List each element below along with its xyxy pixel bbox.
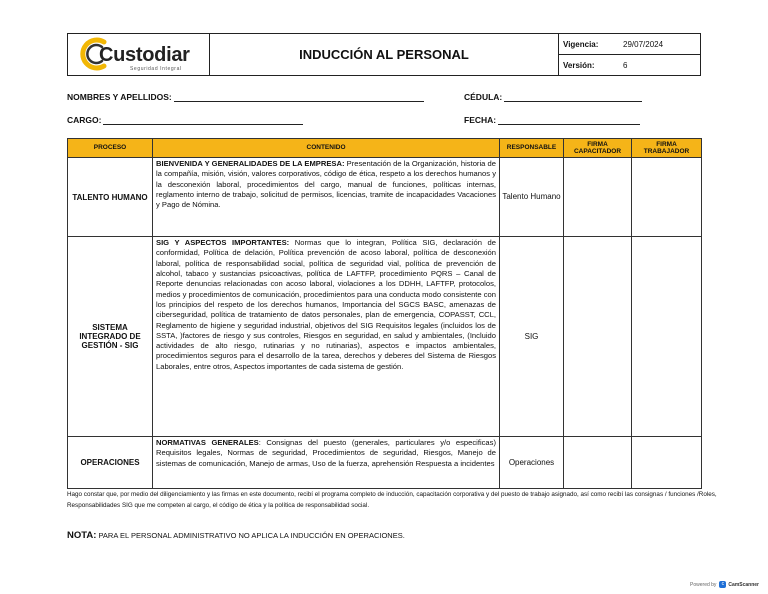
- vigencia-value: 29/07/2024: [623, 39, 664, 49]
- table-row: [68, 437, 702, 489]
- proceso-cell: OPERACIONES: [68, 437, 153, 489]
- cargo-label: CARGO:: [67, 115, 102, 125]
- firma-trabajador-cell[interactable]: [632, 158, 702, 237]
- firma-capacitador-cell[interactable]: [564, 158, 632, 237]
- col-proceso: PROCESO: [68, 139, 153, 158]
- contenido-body: Normas que lo integran, Política SIG, declaración de conformidad, Política de delación, Política prevención de acoso laboral, política de desconexión laboral, política de responsabilidad social, política de seguridad vial, política de prevención de alcohol, tabaco y sustancias psicoactivas, política de LAFTFP, procedimiento PQRS – Canal de Reporte denuncias relacionadas con acoso laboral, violaciones a los DDHH, LAFTFP, protocolos, medios y procedimientos de comunicación, procedimientos para una conducta modo consistente con los principios del respeto de los derechos humanos, Importancia del SGCS BASC, amenazas de ciberseguridad, política de tratamiento de datos personales, plan de emergencia, COPASST, CCL, Reglamento de higiene y seguridad industrial, objetivos del SIG Requisitos legales (incluidos los de SSTA, )factores de riesgo y sus controles, Riesgos en seguridad, en salud y ambientales, (Incluido actividades de alto riesgo, rutinarias y no rutinarias), aspectos e impactos ambientales, procedimientos seguros para el desarrollo de la tarea, derechos y deberes del Sistema de Riesgos Laborales, entre otros, Aspectos importantes de cada sistema de gestión.: [156, 238, 496, 371]
- nombres-field: [67, 92, 424, 102]
- vigencia-row: [559, 34, 700, 55]
- contenido-body: : Consignas del puesto (generales, particulares y/o especificas) Requisitos legales, Normas de seguridad, Procedimientos de seguridad, Riesgos, Manejo de sistemas de comunicación, Manejo de armas, Uso de la fuerza, aprehensión Respuesta a incidentes: [156, 438, 496, 468]
- document-meta: [559, 34, 700, 75]
- firma-trabajador-cell[interactable]: [632, 237, 702, 437]
- document-title: INDUCCIÓN AL PERSONAL: [210, 34, 559, 75]
- fecha-label: FECHA:: [464, 115, 497, 125]
- firma-trabajador-cell[interactable]: [632, 437, 702, 489]
- powered-by-badge: [690, 581, 759, 588]
- contenido-cell: [153, 437, 500, 489]
- version-label: Versión:: [563, 60, 595, 70]
- nota-label: NOTA:: [67, 530, 97, 541]
- logo-wordmark: Custodiar: [99, 44, 190, 66]
- contenido-title: NORMATIVAS GENERALES: [156, 438, 259, 447]
- col-firma-trabajador: FIRMA TRABAJADOR: [632, 139, 702, 158]
- proceso-cell: TALENTO HUMANO: [68, 158, 153, 237]
- responsable-cell: Talento Humano: [500, 158, 564, 237]
- fecha-input-line[interactable]: [498, 116, 640, 125]
- table-row: [68, 237, 702, 437]
- contenido-title: SIG Y ASPECTOS IMPORTANTES:: [156, 238, 290, 247]
- cedula-label: CÉDULA:: [464, 92, 503, 102]
- company-logo: [68, 34, 210, 75]
- version-value: 6: [623, 60, 628, 70]
- nombres-input-line[interactable]: [174, 93, 424, 102]
- version-row: [559, 55, 700, 75]
- induction-table: [67, 138, 702, 489]
- camscanner-icon: c: [719, 581, 726, 588]
- camscanner-name: CamScanner: [728, 581, 759, 588]
- consent-statement: Hago constar que, por medio del diligenciamiento y las firmas en este documento, recibí el programa completo de inducción, capacitación corporativa y del puesto de trabajo asignado, así como recibí las consignas / funciones /Roles, Responsabilidades SIG que me competen al cargo, el código de ética y la política de responsabilidad social.: [67, 491, 717, 510]
- powered-by-text: Powered by: [690, 581, 717, 588]
- contenido-cell: [153, 158, 500, 237]
- nota: [67, 530, 405, 541]
- fecha-field: [464, 115, 640, 125]
- cargo-field: [67, 115, 303, 125]
- firma-capacitador-cell[interactable]: [564, 437, 632, 489]
- contenido-cell: [153, 237, 500, 437]
- cedula-field: [464, 92, 642, 102]
- contenido-body: Presentación de la Organización, historia de la compañía, misión, visión, valores corporativos, código de ética, respeto a los derechos humanos y la desconexión laboral, procedimientos del cargo, manual de funciones, políticas internas, reglamento interno de trabajo, solicitud de permisos, licencias, tramite de incapacidades Vacaciones y Pago de Nómina.: [156, 159, 496, 210]
- contenido-title: BIENVENIDA Y GENERALIDADES DE LA EMPRESA:: [156, 159, 345, 168]
- proceso-cell: SISTEMA INTEGRADO DE GESTIÓN - SIG: [68, 237, 153, 437]
- col-contenido: CONTENIDO: [153, 139, 500, 158]
- col-responsable: RESPONSABLE: [500, 139, 564, 158]
- vigencia-label: Vigencia:: [563, 39, 599, 49]
- col-firma-capacitador: FIRMA CAPACITADOR: [564, 139, 632, 158]
- responsable-cell: Operaciones: [500, 437, 564, 489]
- nombres-label: NOMBRES Y APELLIDOS:: [67, 92, 172, 102]
- table-row: [68, 158, 702, 237]
- document-header: [67, 33, 701, 76]
- firma-capacitador-cell[interactable]: [564, 237, 632, 437]
- nota-text: PARA EL PERSONAL ADMINISTRATIVO NO APLICA LA INDUCCIÓN EN OPERACIONES.: [96, 531, 405, 540]
- responsable-cell: SIG: [500, 237, 564, 437]
- table-header-row: [68, 139, 702, 158]
- cargo-input-line[interactable]: [103, 116, 303, 125]
- cedula-input-line[interactable]: [504, 93, 642, 102]
- logo-subtitle: Seguridad Integral: [130, 66, 182, 72]
